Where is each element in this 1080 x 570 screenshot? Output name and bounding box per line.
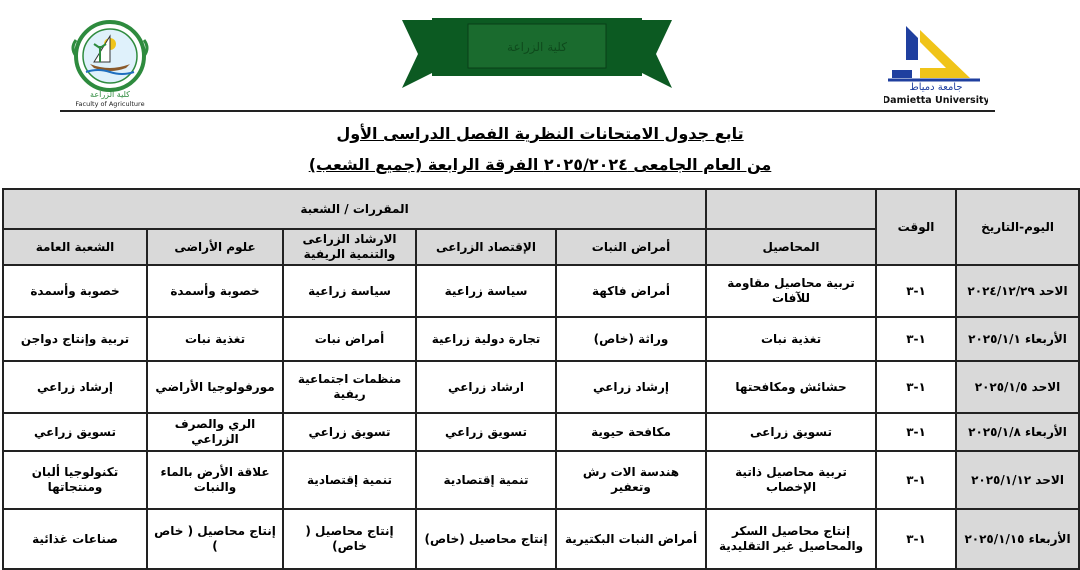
table-cell: أمراض فاكهة: [556, 265, 706, 317]
exam-date: الاحد ٢٠٢٥/١/٥: [956, 361, 1079, 413]
exam-date: الاحد ٢٠٢٥/١/١٢: [956, 451, 1079, 509]
exam-time: ١-٣: [876, 413, 956, 451]
table-cell: ارشاد زراعي: [416, 361, 556, 413]
table-cell: الري والصرف الزراعي: [147, 413, 283, 451]
exam-schedule-table: [2, 188, 1080, 570]
table-cell: وراثة (خاص): [556, 317, 706, 361]
exam-date: الأربعاء ٢٠٢٥/١/١٥: [956, 509, 1079, 569]
table-cell: صناعات غذائية: [3, 509, 147, 569]
table-row: [3, 509, 1079, 569]
table-row: [3, 413, 1079, 451]
table-cell: تنمية إقتصادية: [283, 451, 416, 509]
table-cell: خصوبة وأسمدة: [3, 265, 147, 317]
page-subtitle: من العام الجامعى ٢٠٢٥/٢٠٢٤ الفرقة الرابعة (جميع الشعب): [308, 155, 772, 174]
table-cell: تسويق زراعي: [416, 413, 556, 451]
exam-time: ١-٣: [876, 317, 956, 361]
table-cell: إنتاج محاصيل (خاص): [416, 509, 556, 569]
table-cell: تسويق زراعي: [3, 413, 147, 451]
table-cell: سياسة زراعية: [416, 265, 556, 317]
exam-date: الأربعاء ٢٠٢٥/١/٨: [956, 413, 1079, 451]
table-cell: تكنولوجيا ألبان ومنتجاتها: [3, 451, 147, 509]
col-header-date: اليوم-التاريخ: [956, 189, 1079, 265]
col-header-time: الوقت: [876, 189, 956, 265]
col-header-subject: المحاصيل: [706, 229, 876, 265]
exam-date: الاحد ٢٠٢٤/١٢/٢٩: [956, 265, 1079, 317]
svg-text:كلية الزراعة: كلية الزراعة: [90, 90, 130, 99]
banner-text: كلية الزراعة: [507, 40, 567, 54]
table-cell: تسويق زراعي: [283, 413, 416, 451]
col-header-subject: الشعبة العامة: [3, 229, 147, 265]
header-row-1: [3, 189, 1079, 229]
table-cell: تسويق زراعى: [706, 413, 876, 451]
table-cell: حشائش ومكافحتها: [706, 361, 876, 413]
table-row: [3, 451, 1079, 509]
damietta-university-logo: [884, 22, 988, 108]
table-cell: تجارة دولية زراعية: [416, 317, 556, 361]
table-cell: تغذية نبات: [147, 317, 283, 361]
exam-date: الأربعاء ٢٠٢٥/١/١: [956, 317, 1079, 361]
col-header-subject: أمراض النبات: [556, 229, 706, 265]
svg-text:Faculty of Agriculture: Faculty of Agriculture: [75, 100, 145, 108]
table-cell: إنتاج محاصيل السكر والمحاصيل غير التقليدية: [706, 509, 876, 569]
faculty-of-agriculture-logo: [60, 18, 160, 108]
col-header-subject: علوم الأراضى: [147, 229, 283, 265]
table-cell: تربية محاصيل مقاومة للآفات: [706, 265, 876, 317]
table-cell: أمراض النبات البكتيرية: [556, 509, 706, 569]
col-header-spacer: [706, 189, 876, 229]
table-row: [3, 317, 1079, 361]
exam-time: ١-٣: [876, 361, 956, 413]
header-banner: [402, 16, 672, 96]
page-title: تابع جدول الامتحانات النظرية الفصل الدراسى الأول: [336, 124, 744, 143]
table-cell: تربية وإنتاج دواجن: [3, 317, 147, 361]
exam-time: ١-٣: [876, 509, 956, 569]
table-cell: تربية محاصيل ذاتية الإخصاب: [706, 451, 876, 509]
col-header-subject: الارشاد الزراعى والتنمية الريفية: [283, 229, 416, 265]
svg-text:جامعة دمياط: جامعة دمياط: [909, 82, 963, 93]
table-cell: هندسة الات رش وتعفير: [556, 451, 706, 509]
table-row: [3, 265, 1079, 317]
table-cell: تنمية إقتصادية: [416, 451, 556, 509]
exam-time: ١-٣: [876, 265, 956, 317]
col-header-subject: الإقتصاد الزراعى: [416, 229, 556, 265]
exam-time: ١-٣: [876, 451, 956, 509]
svg-text:Damietta University: Damietta University: [884, 95, 988, 106]
table-cell: أمراض نبات: [283, 317, 416, 361]
table-cell: إنتاج محاصيل ( خاص ): [147, 509, 283, 569]
table-cell: تغذية نبات: [706, 317, 876, 361]
col-header-group: المقررات / الشعبة: [3, 189, 706, 229]
table-cell: إنتاج محاصيل ( خاص): [283, 509, 416, 569]
table-cell: إرشاد زراعي: [3, 361, 147, 413]
table-cell: مورفولوجيا الأراضي: [147, 361, 283, 413]
table-cell: خصوبة وأسمدة: [147, 265, 283, 317]
table-cell: منظمات اجتماعية ريفية: [283, 361, 416, 413]
table-cell: إرشاد زراعي: [556, 361, 706, 413]
table-cell: مكافحة حيوية: [556, 413, 706, 451]
header-divider: [60, 110, 995, 112]
table-cell: سياسة زراعية: [283, 265, 416, 317]
table-cell: علاقة الأرض بالماء والنبات: [147, 451, 283, 509]
table-row: [3, 361, 1079, 413]
